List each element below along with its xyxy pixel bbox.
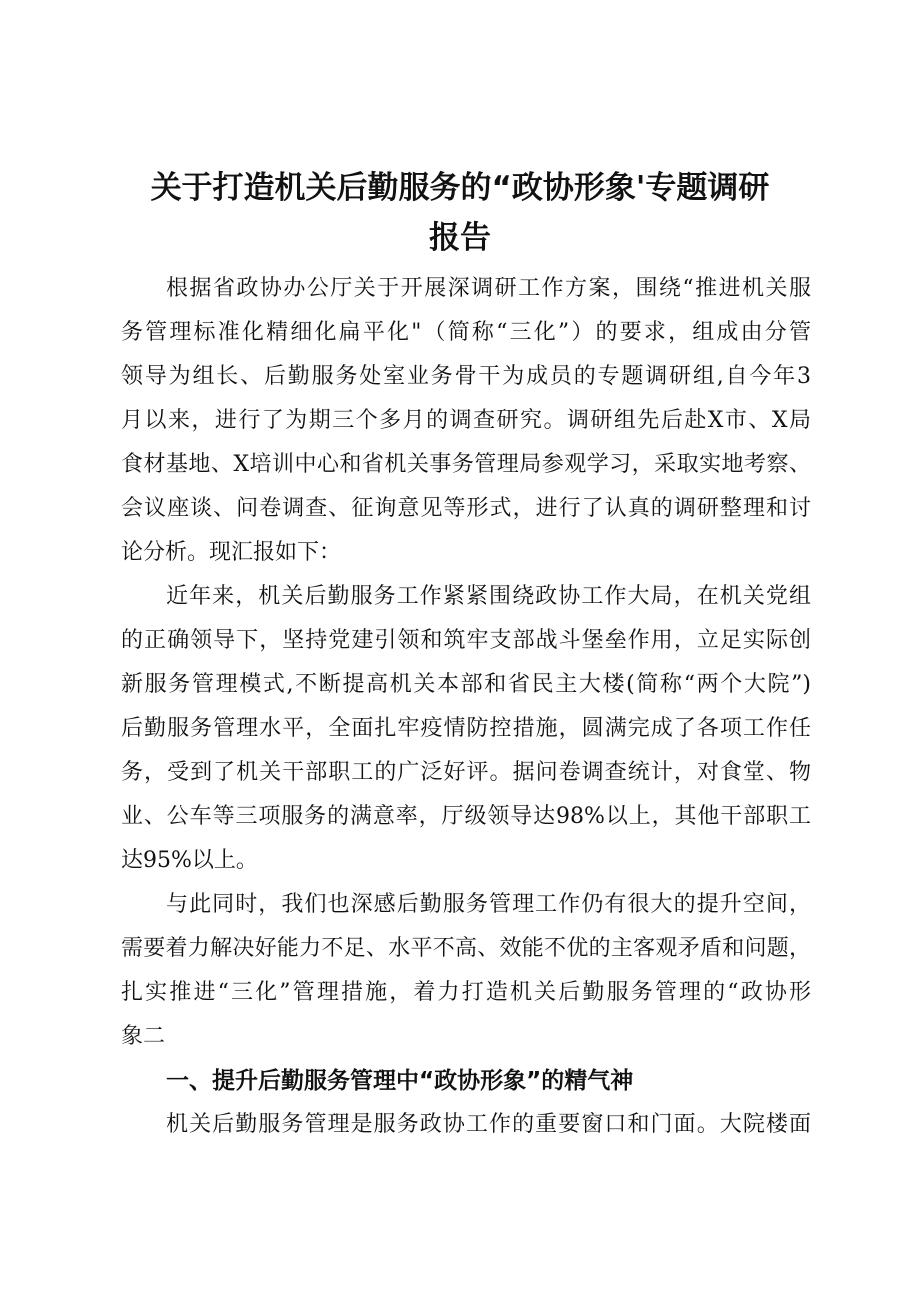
paragraph-3-line-1: 与此同时，我们也深感后勤服务管理工作仍有很大的提升空间，: [166, 892, 811, 917]
paragraph-2-line-3: 新服务管理模式,不断提高机关本部和省民主大楼(简称“两个大院”): [121, 672, 811, 697]
paragraph-2-line-1: 近年来，机关后勤服务工作紧紧围绕政协工作大局，在机关党组: [166, 584, 811, 609]
section-heading: 一、提升后勤服务管理中“政协形象”的精气神: [166, 1068, 634, 1094]
paragraph-1-line-1: 根据省政协办公厅关于开展深调研工作方案，围绕“推进机关服: [166, 276, 811, 301]
paragraph-2-line-7: 达95%以上。: [121, 848, 258, 873]
paragraph-1-line-2: 务管理标准化精细化扁平化"（简称“三化”）的要求，组成由分管: [121, 320, 811, 345]
paragraph-3-line-2: 需要着力解决好能力不足、水平不高、效能不优的主客观矛盾和问题，: [121, 936, 811, 961]
paragraph-1-line-7: 论分析。现汇报如下：: [121, 540, 342, 565]
document-title-line-1: 关于打造机关后勤服务的“政协形象'专题调研: [150, 170, 770, 206]
paragraph-3-line-3: 扎实推进“三化”管理措施，着力打造机关后勤服务管理的“政协形: [121, 980, 811, 1005]
document-title-line-2: 报告: [429, 220, 491, 256]
paragraph-1-line-3: 领导为组长、后勤服务处室业务骨干为成员的专题调研组,自今年3: [121, 364, 811, 389]
paragraph-2-line-5: 务，受到了机关干部职工的广泛好评。据问卷调查统计，对食堂、物: [121, 760, 811, 785]
paragraph-3-line-4: 象二: [121, 1024, 166, 1049]
paragraph-2-line-2: 的正确领导下，坚持党建引领和筑牢支部战斗堡垒作用，立足实际创: [121, 628, 811, 653]
paragraph-1-line-5: 食材基地、X培训中心和省机关事务管理局参观学习，采取实地考察、: [121, 452, 811, 477]
paragraph-1-line-6: 会议座谈、问卷调查、征询意见等形式，进行了认真的调研整理和讨: [121, 496, 811, 521]
paragraph-2-line-6: 业、公车等三项服务的满意率，厅级领导达98%以上，其他干部职工: [121, 804, 811, 829]
paragraph-2-line-4: 后勤服务管理水平，全面扎牢疫情防控措施，圆满完成了各项工作任: [121, 716, 811, 741]
section-paragraph-line-1: 机关后勤服务管理是服务政协工作的重要窗口和门面。大院楼面: [166, 1112, 811, 1137]
paragraph-1-line-4: 月以来，进行了为期三个多月的调查研究。调研组先后赴X市、X局: [121, 408, 811, 433]
